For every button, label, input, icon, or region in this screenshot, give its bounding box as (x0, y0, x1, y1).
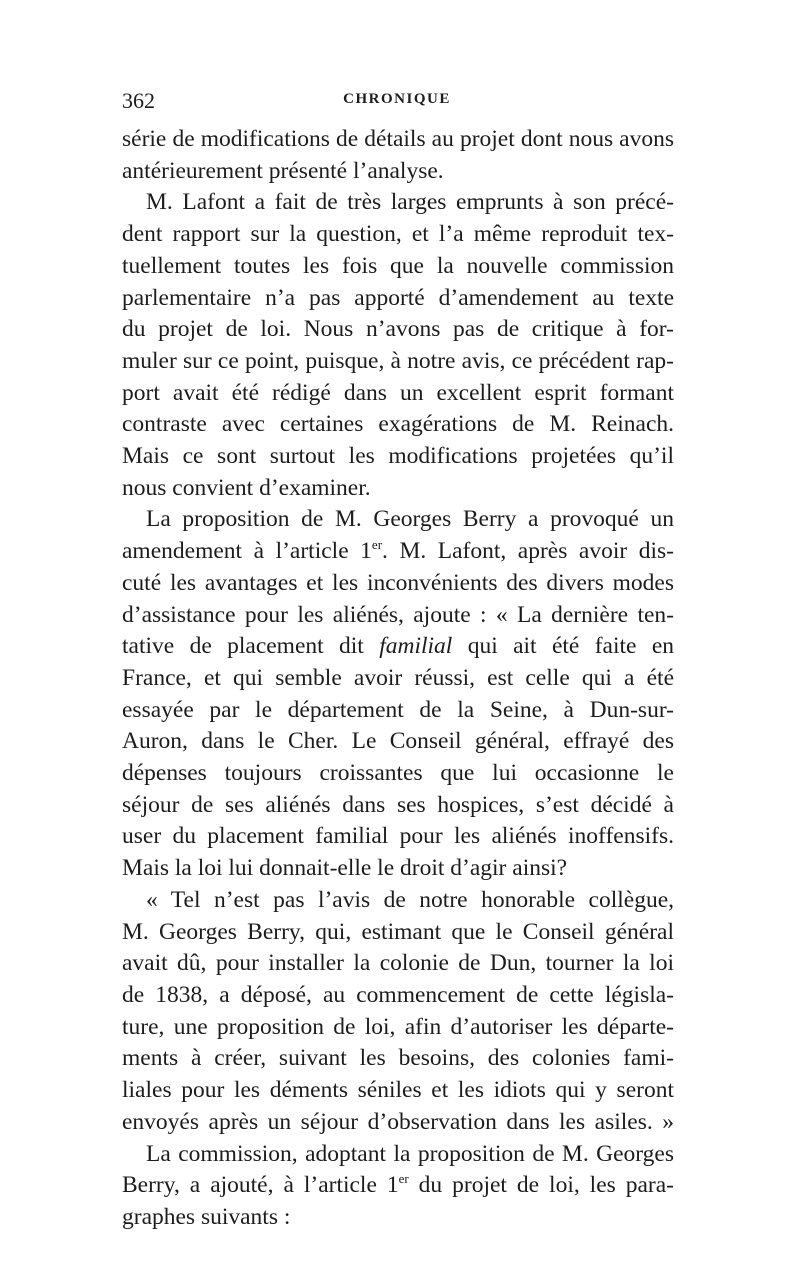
text-line: parlementaire n’a pas apporté d’amendement au texte (122, 284, 674, 311)
text-segment: tative de placement dit (122, 633, 380, 660)
text-line: dépenses toujours croissantes que lui occasionne le (122, 760, 674, 787)
text-line: liales pour les déments séniles et les idiots qui y seront (122, 1077, 674, 1104)
text-segment: Berry, a ajouté, à l’article 1 (122, 1172, 399, 1199)
page-header (122, 88, 672, 118)
text-segment: amendement à l’article 1 (122, 538, 372, 565)
text-line: « Tel n’est pas l’avis de notre honorable collègue, (146, 886, 674, 913)
text-line: user du placement familial pour les aliénés inoffensifs. (122, 823, 674, 850)
superscript: er (398, 1171, 409, 1187)
text-line: ture, une proposition de loi, afin d’autoriser les départe- (122, 1013, 674, 1040)
text-line: série de modifications de détails au projet dont nous avons (122, 126, 674, 152)
text-line: M. Georges Berry, qui, estimant que le Conseil général (122, 918, 674, 945)
text-line: graphes suivants : (122, 1203, 291, 1230)
text-line: muler sur ce point, puisque, à notre avis, ce précédent rap- (122, 347, 674, 374)
text-line: nous convient d’examiner. (122, 474, 371, 501)
text-line: La commission, adoptant la proposition de M. Georges (146, 1140, 674, 1167)
text-line: séjour de ses aliénés dans ses hospices, s’est décidé à (122, 791, 674, 818)
text-segment: . M. Lafont, après avoir dis- (382, 538, 674, 565)
text-line: essayée par le département de la Seine, à Dun-sur- (122, 696, 674, 723)
text-line: contraste avec certaines exagérations de M. Reinach. (122, 411, 674, 438)
text-segment: du projet de loi, les para- (408, 1172, 674, 1199)
text-line: d’assistance pour les aliénés, ajoute : « La dernière ten- (122, 601, 674, 628)
running-title: CHRONIQUE (343, 91, 451, 107)
text-line: dent rapport sur la question, et l’a même reproduit tex- (122, 221, 674, 248)
text-line (122, 1170, 674, 1202)
text-line: Mais ce sont surtout les modifications projetées qu’il (122, 443, 674, 470)
text-segment: qui ait été faite en (452, 633, 674, 660)
text-line (122, 631, 674, 663)
text-line (122, 536, 674, 568)
text-line: envoyés après un séjour d’observation dans les asiles. » (122, 1108, 674, 1135)
text-line: cuté les avantages et les inconvénients des divers modes (122, 569, 674, 596)
page-number: 362 (122, 88, 155, 113)
text-line: port avait été rédigé dans un excellent esprit formant (122, 379, 674, 406)
text-line: de 1838, a déposé, au commencement de cette législa- (122, 981, 674, 1008)
body-text (122, 124, 674, 1234)
text-line: La proposition de M. Georges Berry a provoqué un (146, 506, 674, 533)
text-line: Auron, dans le Cher. Le Conseil général, effrayé des (122, 728, 674, 755)
text-line: tuellement toutes les fois que la nouvelle commission (122, 252, 674, 279)
text-line: antérieurement présenté l’analyse. (122, 157, 444, 184)
text-line: M. Lafont a fait de très larges emprunts à son précé- (146, 189, 674, 216)
text-line: du projet de loi. Nous n’avons pas de critique à for- (122, 316, 674, 343)
text-line: Mais la loi lui donnait-elle le droit d’agir ainsi? (122, 855, 568, 882)
text-line: ments à créer, suivant les besoins, des colonies fami- (122, 1045, 674, 1072)
text-line: avait dû, pour installer la colonie de Dun, tourner la loi (122, 950, 674, 977)
superscript: er (371, 537, 383, 553)
italic-term: familial (379, 633, 453, 660)
text-line: France, et qui semble avoir réussi, est celle qui a été (122, 664, 674, 691)
